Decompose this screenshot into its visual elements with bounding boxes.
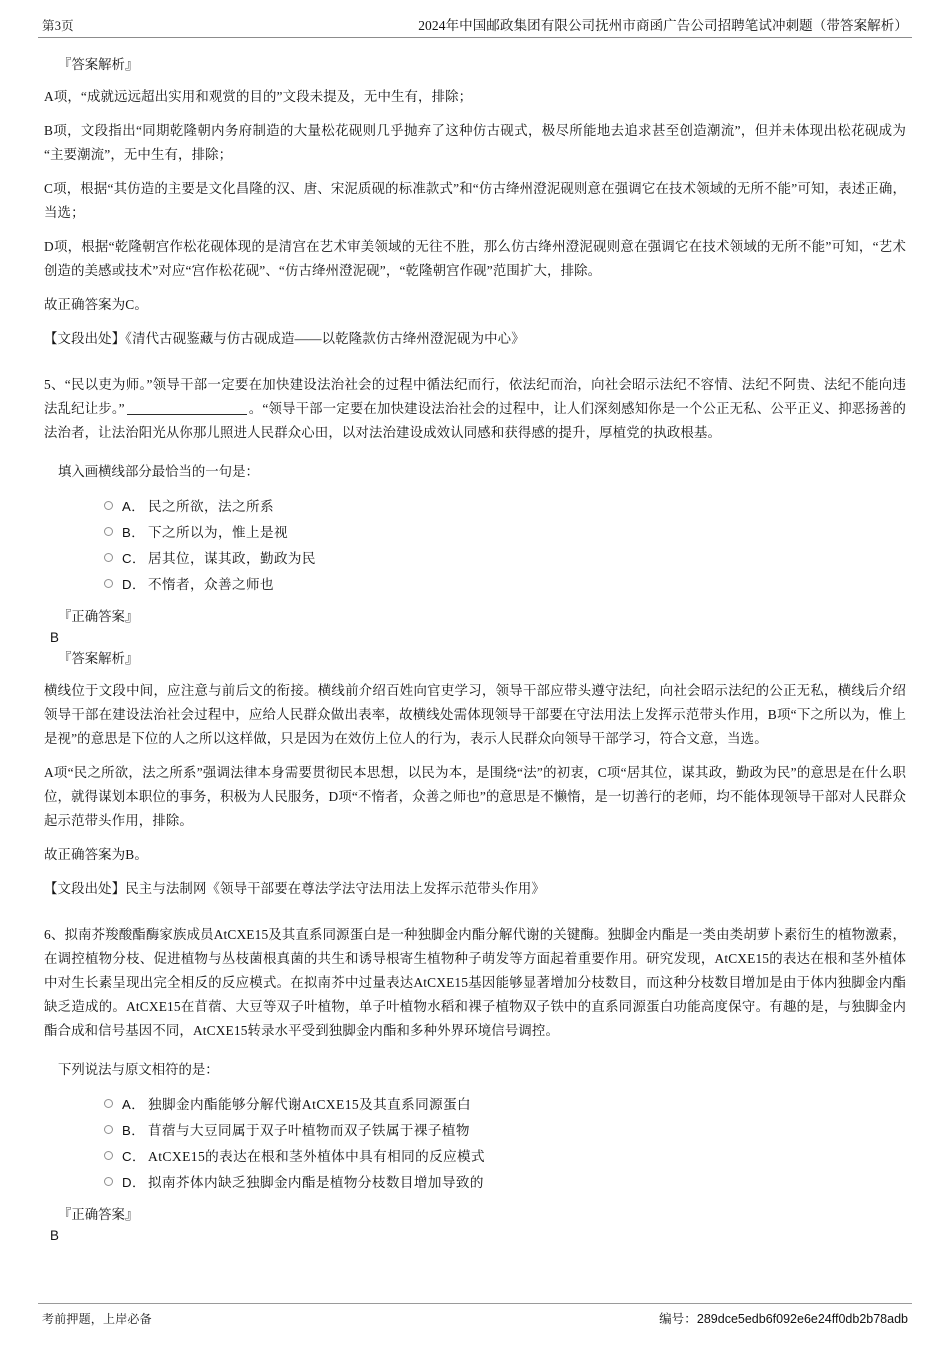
option-row-c[interactable] <box>104 1142 906 1168</box>
question-5-analysis-conclusion: 故正确答案为B。 <box>44 847 148 862</box>
option-label: 下之所以为，惟上是视 <box>148 525 288 540</box>
option-row-a[interactable] <box>104 492 906 518</box>
analysis-item-d: D项，根据“乾隆朝宫作松花砚体现的是清宫在艺术审美领域的无往不胜，那么仿古绛州澄泥砚则意在强调它在技术领域的无所不能”可知，“艺术创造的美感或技术”对应“宫作松花砚”、“仿古绛州澄泥砚”，“乾隆朝宫作砚”范围扩大，排除。 <box>44 239 906 278</box>
option-key: B． <box>122 1122 145 1138</box>
option-label: 居其位，谋其政，勤政为民 <box>148 551 316 566</box>
question-5-stem-part1: “民以吏为师。”领导干部一定要在加快建设法治社会的过程中循法纪而行，依法纪而治，向社会昭示法纪不容情、法纪不阿贵、法纪不能向违法乱纪让步。” <box>44 377 906 416</box>
radio-button-icon[interactable] <box>104 1177 113 1186</box>
correct-answer-value: B <box>50 1228 59 1243</box>
footer-id-prefix: 编号： <box>659 1312 697 1326</box>
radio-button-icon[interactable] <box>104 501 113 510</box>
question-5-stem-part2: 。“领导干部一定要在加快建设法治社会的过程中，让人们深刻感知你是一个公正无私、公平正义、抑恶扬善的法治者，让法治阳光从你那儿照进人民群众心田，以对法治建设成效认同感和获得感的提升，厚植党的执政根基。 <box>44 401 906 440</box>
option-row-d[interactable] <box>104 1168 906 1194</box>
question-4-analysis-block <box>44 54 906 351</box>
question-5 <box>44 373 906 901</box>
correct-answer-heading: 『正确答案』 <box>58 609 139 624</box>
analysis-heading: 『答案解析』 <box>58 651 139 666</box>
radio-button-icon[interactable] <box>104 1125 113 1134</box>
question-6-options <box>44 1090 906 1194</box>
option-key: A． <box>122 1096 145 1112</box>
question-6-number: 6、 <box>44 927 65 942</box>
option-row-c[interactable] <box>104 544 906 570</box>
option-key: D． <box>122 576 146 592</box>
analysis-conclusion: 故正确答案为C。 <box>44 297 148 312</box>
option-label: 苜蓿与大豆同属于双子叶植物而双子铁属于裸子植物 <box>148 1123 470 1138</box>
option-key: C． <box>122 1148 146 1164</box>
analysis-item-c: C项，根据“其仿造的主要是文化昌隆的汉、唐、宋泥质砚的标准款式”和“仿古绛州澄泥砚则意在强调它在技术领域的无所不能”可知，表述正确，当选； <box>44 181 906 220</box>
page-content <box>38 38 912 1246</box>
question-5-number: 5、 <box>44 377 65 392</box>
option-row-a[interactable] <box>104 1090 906 1116</box>
radio-button-icon[interactable] <box>104 579 113 588</box>
page-header <box>38 0 912 38</box>
question-5-prompt: 填入画横线部分最恰当的一句是： <box>58 464 259 479</box>
question-5-source: 【文段出处】民主与法制网《领导干部要在尊法学法守法用法上发挥示范带头作用》 <box>44 881 546 896</box>
option-label: AtCXE15的表达在根和茎外植体中具有相同的反应模式 <box>148 1149 486 1164</box>
option-label: 独脚金内酯能够分解代谢AtCXE15及其直系同源蛋白 <box>148 1097 472 1112</box>
question-5-stem <box>44 373 906 445</box>
page-footer <box>38 1303 912 1327</box>
page-number-label: 第3页 <box>42 19 74 33</box>
question-6-stem <box>44 923 906 1043</box>
analysis-source: 【文段出处】《清代古砚鉴藏与仿古砚成造——以乾隆款仿古绛州澄泥砚为中心》 <box>44 331 525 346</box>
footer-slogan: 考前押题，上岸必备 <box>42 1311 152 1326</box>
option-key: A． <box>122 498 145 514</box>
question-5-options <box>44 492 906 596</box>
option-row-b[interactable] <box>104 1116 906 1142</box>
option-key: C． <box>122 550 146 566</box>
correct-answer-value: B <box>50 630 59 645</box>
document-title: 2024年中国邮政集团有限公司抚州市商函广告公司招聘笔试冲刺题（带答案解析） <box>418 18 908 33</box>
fill-in-blank-line <box>127 414 247 415</box>
question-6-stem-text: 拟南芥羧酸酯酶家族成员AtCXE15及其直系同源蛋白是一种独脚金内酯分解代谢的关键酶。独脚金内酯是一类由类胡萝卜素衍生的植物激素，在调控植物分枝、促进植物与丛枝菌根真菌的共生和诱导根寄生植物种子萌发等方面起着重要作用。研究发现，AtCXE15的表达在根和茎外植体中对生长素呈现出完全相反的反应模式。在拟南芥中过量表达AtCXE15基因能够显著增加分枝数目，而这种分枝数目增加是由于体内独脚金内酯缺乏造成的。AtCXE15在苜蓿、大豆等双子叶植物，单子叶植物水稻和裸子植物双子铁中的直系同源蛋白功能高度保守。有趣的是，与独脚金内酯合成和信号基因不同，AtCXE15转录水平受到独脚金内酯和多种外界环境信号调控。 <box>44 927 907 1038</box>
option-row-b[interactable] <box>104 518 906 544</box>
analysis-item-b: B项，文段指出“同期乾隆朝内务府制造的大量松花砚则几乎抛弃了这种仿古砚式，极尽所能地去追求甚至创造潮流”，但并未体现出松花砚成为“主要潮流”，无中生有，排除； <box>44 123 906 162</box>
option-label: 不惰者，众善之师也 <box>148 577 274 592</box>
option-label: 拟南芥体内缺乏独脚金内酯是植物分枝数目增加导致的 <box>148 1175 484 1190</box>
option-key: D． <box>122 1174 146 1190</box>
option-key: B． <box>122 524 145 540</box>
question-6 <box>44 923 906 1246</box>
analysis-item-a: A项，“成就远远超出实用和观赏的目的”文段未提及，无中生有，排除； <box>44 89 473 104</box>
question-6-prompt: 下列说法与原文相符的是： <box>58 1062 219 1077</box>
option-row-d[interactable] <box>104 570 906 596</box>
radio-button-icon[interactable] <box>104 1151 113 1160</box>
radio-button-icon[interactable] <box>104 527 113 536</box>
footer-id-value: 289dce5edb6f092e6e24ff0db2b78adb <box>696 1312 908 1326</box>
footer-id <box>659 1309 912 1327</box>
radio-button-icon[interactable] <box>104 1099 113 1108</box>
question-5-analysis-p2: A项“民之所欲，法之所系”强调法律本身需要贯彻民本思想，以民为本，是围绕“法”的初衷，C项“居其位，谋其政，勤政为民”的意思是在什么职位，就得谋划本职位的事务，积极为人民服务，D项“不惰者，众善之师也”的意思是不懒惰，是一切善行的老师，均不能体现领导干部对人民群众起示范带头作用，排除。 <box>44 765 906 828</box>
option-label: 民之所欲，法之所系 <box>148 499 274 514</box>
question-5-analysis-p1: 横线位于文段中间，应注意与前后文的衔接。横线前介绍百姓向官吏学习，领导干部应带头遵守法纪，向社会昭示法纪的公正无私，横线后介绍领导干部在建设法治社会过程中，应给人民群众做出表率，故横线处需体现领导干部要在守法用法上发挥示范带头作用，B项“下之所以为，惟上是视”的意思是下位的人之所以这样做，只是因为在效仿上位人的行为，表示人民群众向领导干部学习，符合文意，当选。 <box>44 683 906 746</box>
correct-answer-heading: 『正确答案』 <box>58 1207 139 1222</box>
analysis-heading: 『答案解析』 <box>58 57 139 72</box>
radio-button-icon[interactable] <box>104 553 113 562</box>
